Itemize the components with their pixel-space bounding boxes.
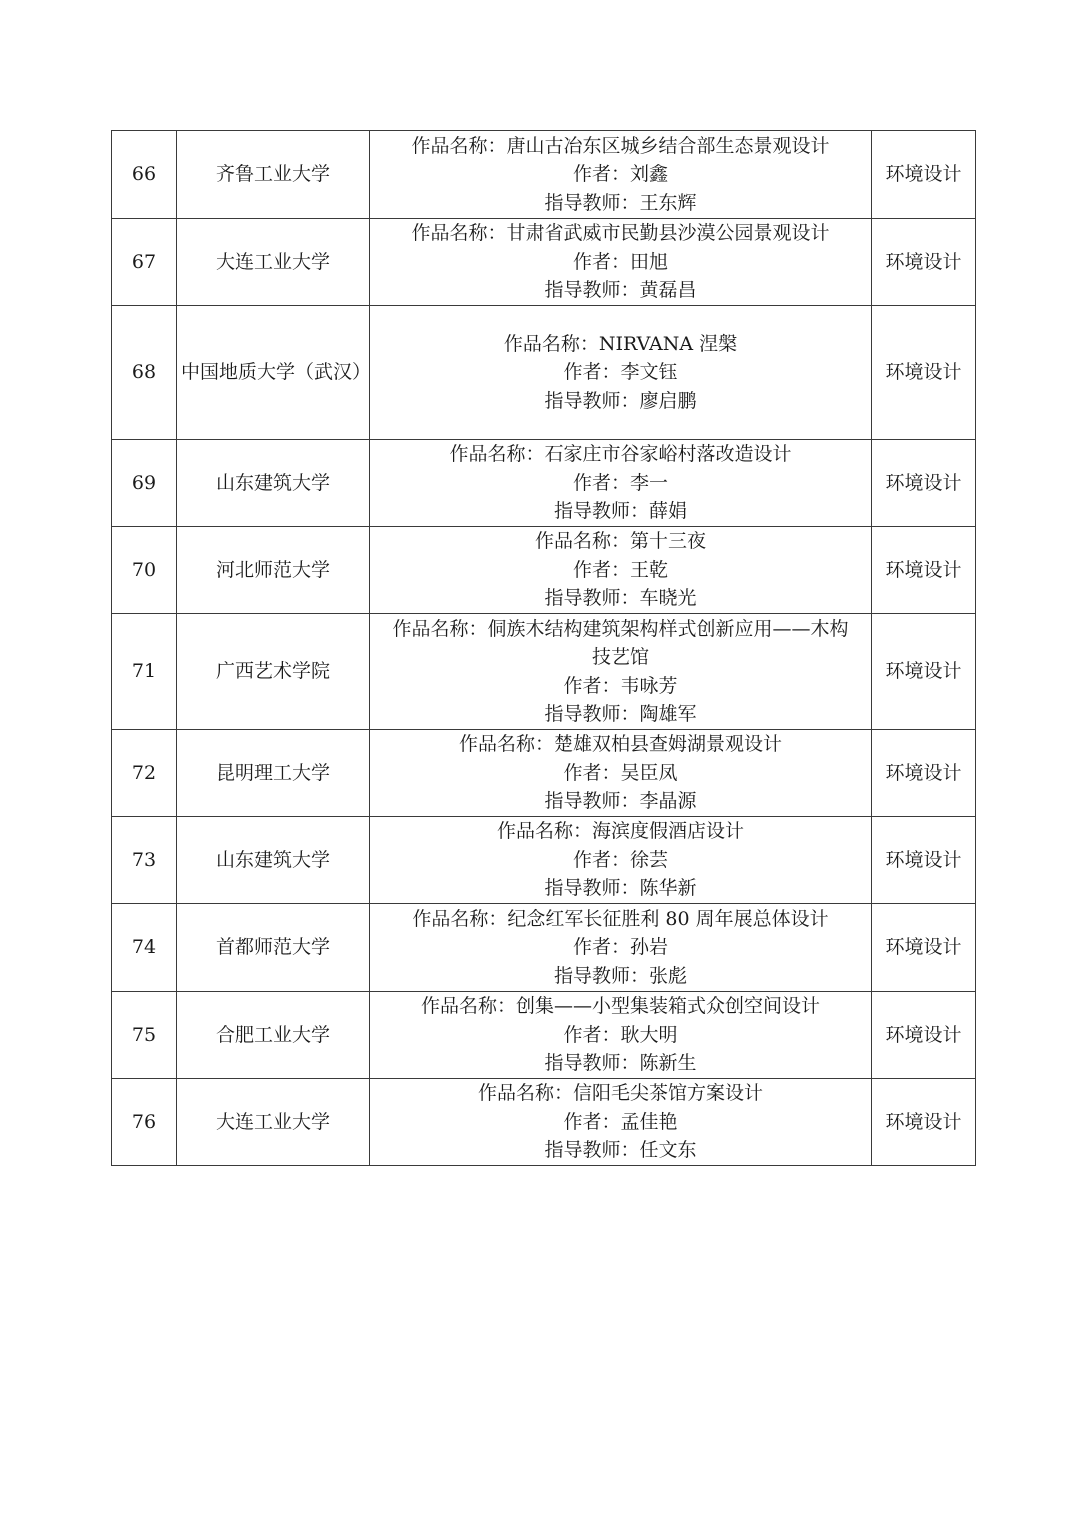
work-title: 作品名称：第十三夜	[534, 530, 706, 553]
school-name: 齐鲁工业大学	[177, 131, 370, 219]
work-info	[370, 527, 872, 614]
work-title: 作品名称：唐山古冶东区城乡结合部生态景观设计	[411, 134, 830, 157]
table-row	[112, 440, 976, 527]
work-info	[370, 219, 872, 306]
table-row	[112, 904, 976, 992]
work-info	[370, 730, 872, 817]
work-title: 作品名称：楚雄双柏县查姆湖景观设计	[458, 733, 782, 756]
work-advisor: 指导教师：薛娟	[553, 500, 687, 523]
row-number: 69	[112, 440, 177, 527]
work-info	[370, 306, 872, 440]
category: 环境设计	[872, 817, 976, 904]
work-advisor: 指导教师：陈新生	[544, 1052, 697, 1075]
work-title: 作品名称：创集——小型集装箱式众创空间设计	[420, 995, 820, 1018]
work-info	[370, 817, 872, 904]
awards-table	[111, 130, 976, 1166]
work-author: 作者：李文钰	[563, 361, 678, 384]
work-author: 作者：李一	[572, 471, 668, 494]
school-name: 首都师范大学	[177, 904, 370, 992]
row-number: 76	[112, 1079, 177, 1166]
work-advisor: 指导教师：张彪	[553, 964, 687, 987]
table-row	[112, 992, 976, 1079]
category: 环境设计	[872, 730, 976, 817]
school-name: 合肥工业大学	[177, 992, 370, 1079]
category: 环境设计	[872, 440, 976, 527]
work-advisor: 指导教师：王东辉	[544, 191, 697, 214]
table-row	[112, 527, 976, 614]
school-name: 大连工业大学	[177, 219, 370, 306]
work-info	[370, 904, 872, 992]
school-name: 大连工业大学	[177, 1079, 370, 1166]
work-author: 作者：孟佳艳	[563, 1110, 678, 1133]
category: 环境设计	[872, 306, 976, 440]
work-info	[370, 1079, 872, 1166]
work-advisor: 指导教师：廖启鹏	[544, 389, 697, 412]
school-name: 广西艺术学院	[177, 614, 370, 730]
work-advisor: 指导教师：李晶源	[544, 790, 697, 813]
work-advisor: 指导教师：黄磊昌	[544, 279, 697, 302]
table-row	[112, 1079, 976, 1166]
work-author: 作者：韦咏芳	[563, 674, 678, 697]
work-info	[370, 614, 872, 730]
work-title: 作品名称：信阳毛尖茶馆方案设计	[477, 1082, 763, 1105]
category: 环境设计	[872, 992, 976, 1079]
table-row	[112, 306, 976, 440]
table-row	[112, 730, 976, 817]
work-author: 作者：孙岩	[572, 936, 668, 959]
work-title: 作品名称：海滨度假酒店设计	[496, 820, 744, 843]
work-title: 作品名称：甘肃省武威市民勤县沙漠公园景观设计	[411, 222, 830, 245]
work-author: 作者：刘鑫	[572, 163, 668, 186]
category: 环境设计	[872, 1079, 976, 1166]
row-number: 74	[112, 904, 177, 992]
row-number: 70	[112, 527, 177, 614]
school-name: 山东建筑大学	[177, 817, 370, 904]
school-name: 河北师范大学	[177, 527, 370, 614]
work-info	[370, 992, 872, 1079]
work-title: 作品名称：侗族木结构建筑架构样式创新应用——木构技艺馆	[392, 617, 849, 668]
work-advisor: 指导教师：陶雄军	[544, 703, 697, 725]
work-advisor: 指导教师：车晓光	[544, 587, 697, 610]
work-title: 作品名称：NIRVANA 涅槃	[503, 332, 738, 355]
school-name: 昆明理工大学	[177, 730, 370, 817]
row-number: 66	[112, 131, 177, 219]
table-row	[112, 817, 976, 904]
table-row	[112, 614, 976, 730]
work-author: 作者：田旭	[572, 250, 668, 273]
row-number: 68	[112, 306, 177, 440]
category: 环境设计	[872, 904, 976, 992]
work-author: 作者：耿大明	[563, 1023, 678, 1046]
category: 环境设计	[872, 131, 976, 219]
work-title: 作品名称：纪念红军长征胜利 80 周年展总体设计	[412, 907, 829, 930]
work-title: 作品名称：石家庄市谷家峪村落改造设计	[449, 443, 792, 466]
work-info	[370, 131, 872, 219]
work-info	[370, 440, 872, 527]
work-advisor: 指导教师：陈华新	[544, 877, 697, 900]
school-name: 山东建筑大学	[177, 440, 370, 527]
row-number: 73	[112, 817, 177, 904]
table-row	[112, 219, 976, 306]
row-number: 71	[112, 614, 177, 730]
row-number: 67	[112, 219, 177, 306]
category: 环境设计	[872, 614, 976, 730]
row-number: 72	[112, 730, 177, 817]
table-row	[112, 131, 976, 219]
row-number: 75	[112, 992, 177, 1079]
category: 环境设计	[872, 527, 976, 614]
school-name: 中国地质大学（武汉）	[177, 306, 370, 440]
category: 环境设计	[872, 219, 976, 306]
work-author: 作者：徐芸	[572, 848, 668, 871]
work-author: 作者：王乾	[572, 558, 668, 581]
work-author: 作者：吴臣凤	[563, 761, 678, 784]
work-advisor: 指导教师：任文东	[544, 1139, 697, 1162]
